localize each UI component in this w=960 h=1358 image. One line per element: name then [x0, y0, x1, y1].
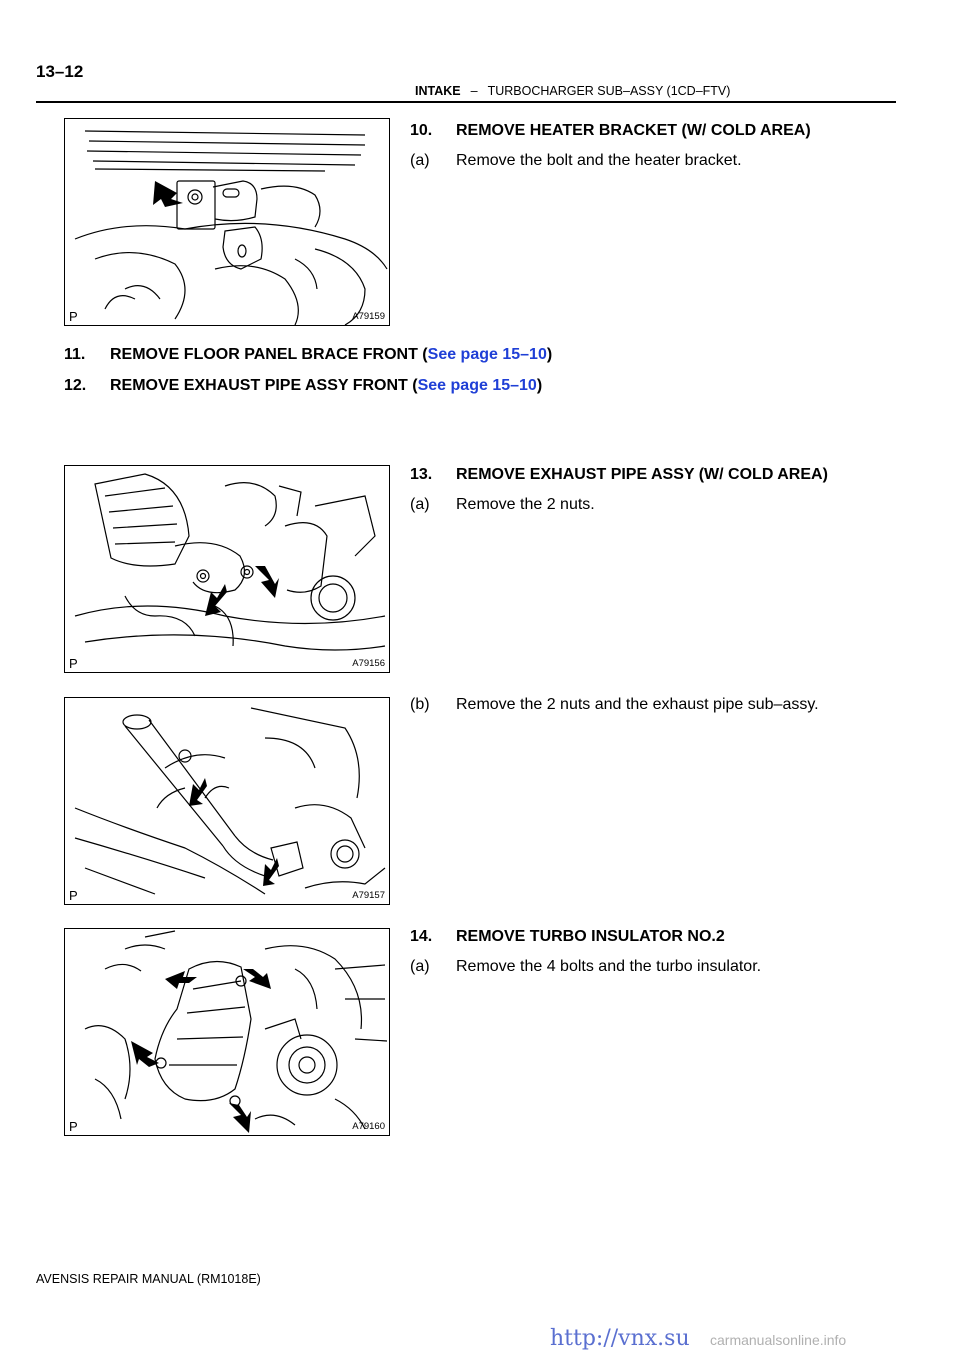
- step-close-paren: ): [546, 346, 553, 363]
- figure-id: A79156: [352, 658, 385, 669]
- step-14-heading: [410, 928, 725, 946]
- illustration-turbo-insulator: [65, 929, 389, 1135]
- header-rule: [36, 101, 896, 103]
- figure-turbo-insulator: [64, 928, 390, 1136]
- header-separator: –: [470, 84, 478, 98]
- step-10a: [410, 152, 742, 170]
- step-13a: [410, 496, 595, 514]
- step-13-heading: [410, 466, 828, 484]
- step-title: REMOVE HEATER BRACKET (W/ COLD AREA): [456, 122, 811, 139]
- illustration-exhaust-pipe-nuts: [65, 466, 389, 672]
- see-page-link[interactable]: See page 15–10: [427, 346, 547, 363]
- step-14a: [410, 958, 761, 976]
- substep-label: (b): [410, 696, 430, 713]
- subsection-title: TURBOCHARGER SUB–ASSY (1CD–FTV): [487, 84, 731, 98]
- step-11-heading: [64, 346, 552, 364]
- figure-p-mark: P: [69, 309, 78, 324]
- step-title: REMOVE FLOOR PANEL BRACE FRONT (: [110, 346, 428, 363]
- step-12-heading: [64, 377, 542, 395]
- substep-text: Remove the bolt and the heater bracket.: [456, 152, 742, 169]
- figure-id: A79157: [352, 890, 385, 901]
- running-header: [415, 84, 730, 98]
- see-page-link[interactable]: See page 15–10: [417, 377, 537, 394]
- substep-label: (a): [410, 152, 430, 169]
- step-number: 10.: [410, 122, 433, 139]
- step-close-paren: ): [536, 377, 543, 394]
- step-13b: [410, 696, 819, 714]
- section-title: INTAKE: [415, 84, 461, 98]
- substep-label: (a): [410, 958, 430, 975]
- figure-p-mark: P: [69, 888, 78, 903]
- watermark-site: carmanualsonline.info: [710, 1332, 847, 1348]
- step-title: REMOVE EXHAUST PIPE ASSY (W/ COLD AREA): [456, 466, 828, 483]
- step-10-heading: [410, 122, 811, 140]
- step-number: 14.: [410, 928, 433, 945]
- substep-text: Remove the 4 bolts and the turbo insulator.: [456, 958, 762, 975]
- illustration-heater-bracket: [65, 119, 389, 325]
- figure-exhaust-pipe-nuts: [64, 465, 390, 673]
- page-number: 13–12: [36, 62, 84, 81]
- figure-heater-bracket: [64, 118, 390, 326]
- illustration-exhaust-pipe-sub-assy: [65, 698, 389, 904]
- footer-manual-title: AVENSIS REPAIR MANUAL (RM1018E): [36, 1272, 261, 1286]
- figure-id: A79159: [352, 311, 385, 322]
- substep-label: (a): [410, 496, 430, 513]
- figure-exhaust-pipe-sub-assy: [64, 697, 390, 905]
- substep-text: Remove the 2 nuts.: [456, 496, 595, 513]
- watermark-url[interactable]: http://vnx.su: [550, 1326, 690, 1351]
- step-number: 11.: [64, 346, 86, 363]
- step-title: REMOVE EXHAUST PIPE ASSY FRONT (: [110, 377, 418, 394]
- substep-text: Remove the 2 nuts and the exhaust pipe sub–assy.: [456, 696, 819, 713]
- figure-id: A79160: [352, 1121, 385, 1132]
- step-title: REMOVE TURBO INSULATOR NO.2: [456, 928, 725, 945]
- step-number: 13.: [410, 466, 433, 483]
- figure-p-mark: P: [69, 656, 78, 671]
- step-number: 12.: [64, 377, 87, 394]
- figure-p-mark: P: [69, 1119, 78, 1134]
